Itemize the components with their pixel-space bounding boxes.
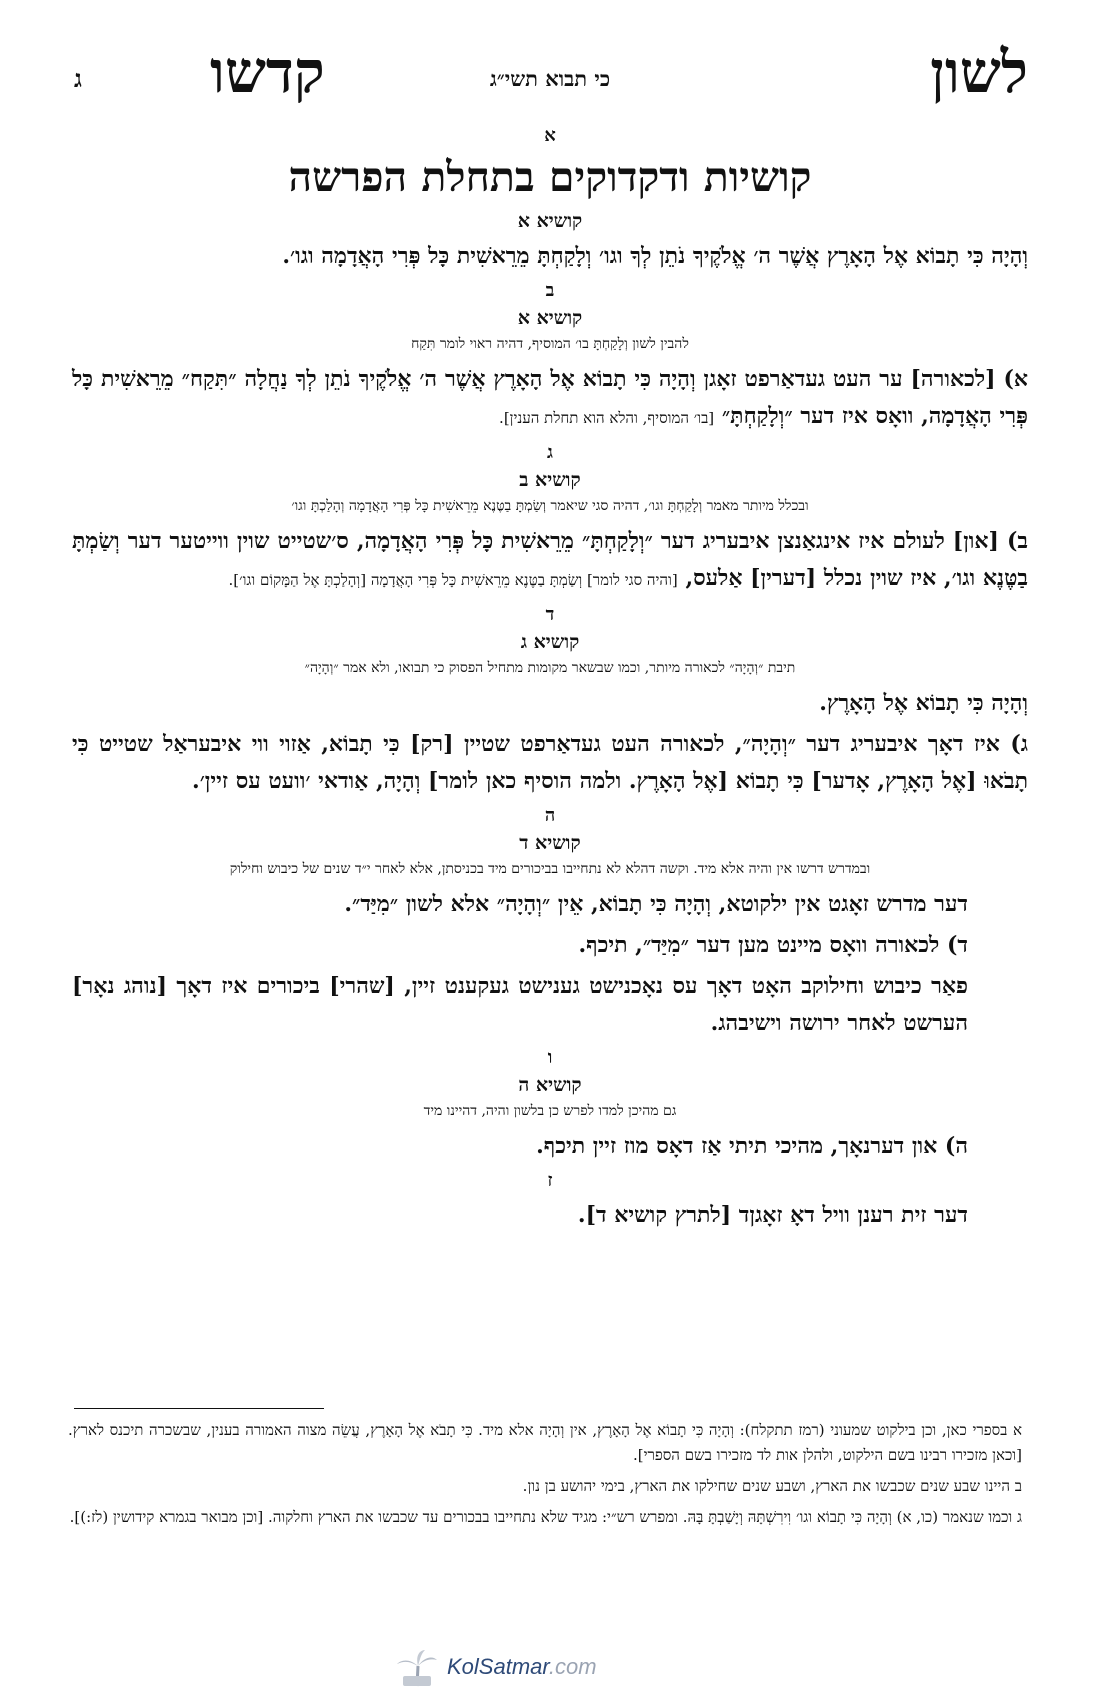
paragraph-bracket: [בו׳ המוסיף, והלא הוא תחלת הענין]. [499, 409, 715, 427]
main-text [72, 122, 1028, 1238]
header-title-right: לשון [930, 38, 1028, 106]
paragraph-bracket: [והיה סגי לומר] וְשַׂמְתָּ בַטֶּנֶא מֵרֵאשִׁית כָּל פְּרִי הָאֲדָמָה [וְהָלַכְתָּ אֶל הַמָּקוֹם וגו׳]. [228, 571, 678, 589]
watermark-brand: KolSatmar [447, 1654, 549, 1679]
section-marker: ו [547, 1047, 553, 1068]
watermark-domain: .com [548, 1654, 597, 1679]
paragraph [72, 361, 1028, 437]
paragraph [72, 523, 1028, 599]
page-title: קושיות ודקדוקים בתחלת הפרשה [288, 153, 812, 201]
paragraph: ה) און דערנאָך, מהיכי תיתי אַז דאָס מוז זיין תיכף. [536, 1133, 968, 1159]
kushya-label: קושיא א [517, 210, 583, 232]
footnotes [68, 1418, 1022, 1536]
page-header [60, 38, 1040, 118]
paragraph-text: ב) [און] לעולם איז אינגאַנצן איבעריג דער ״וְלָקַחְתָּ״ מֵרֵאשִׁית כָּל פְּרִי הָאֲדָמָה, ס׳שטייט שוין ווייטער דער וְשַׂמְתָּ בַטֶּנֶא וגו׳, איז שוין נכלל [דערין] אַלעס, [72, 528, 1028, 591]
paragraph: דער מדרש זאָגט אין ילקוטא, וְהָיָה כִּי תָבוֹא, אֵין ״וְהָיָה״ אלא לשון ״מִיַּד״. [344, 891, 968, 917]
kushya-label: קושיא א [517, 307, 583, 329]
verse-paragraph: וְהָיָה כִּי תָבוֹא אֶל הָאָרֶץ אֲשֶׁר ה׳ אֱלֹקֶיךָ נֹתֵן לְךָ וגו׳ וְלָקַחְתָּ מֵרֵאשִׁית כָּל פְּרִי הָאֲדָמָה וגו׳. [282, 243, 1028, 269]
kushya-note: ובמדרש דרשו אין והיה אלא מיד. וקשה דהלא לא נתחייבו בביכורים מיד בכניסתן, אלא לאחר י״ד שנים של כיבוש וחילוק [229, 861, 871, 877]
kushya-note: ובכלל מיותר מאמר וְלָקַחְתָּ וגו׳, דהיה סגי שיאמר וְשַׂמְתָּ בַטֶּנֶא מֵרֵאשִׁית כָּל פְּרִי הָאֲדָמָה וְהָלַכְתָּ וגו׳ [291, 498, 809, 514]
watermark-logo [395, 1648, 655, 1688]
palm-tree-icon [395, 1648, 439, 1688]
footnote: ג וכמו שנאמר (כו, א) וְהָיָה כִּי תָבוֹא וגו׳ וִירִשְׁתָּהּ וְיָשַׁבְתָּ בָּהּ. ומפרש רש״י: מגיד שלא נתחייבו בבכורים עד שכבשו את הארץ וחלקוה. [וכן מבואר בגמרא קידושין (לז:)]. [69, 1508, 1022, 1526]
section-marker: ג [547, 442, 553, 463]
paragraph: ד) לכאורה וואָס מיינט מען דער ״מִיַּד״, תיכף. [578, 932, 968, 958]
kushya-note: גם מהיכן למדו לפרש כן בלשון והיה, דהיינו מיד [423, 1103, 677, 1119]
section-marker: ד [545, 604, 555, 625]
paragraph: דער זית רענן וויל דאָ זאָגןד [לתרץ קושיא ד]. [577, 1202, 968, 1228]
section-marker: ז [547, 1170, 553, 1191]
footnote: א בספרי כאן, וכן בילקוט שמעוני (רמז תתקלח): וְהָיָה כִּי תָבוֹא אֶל הָאָרֶץ, אין וְהָיָה אלא מיד. כִּי תָבֹא אֶל הָאָרֶץ, עֲשֵׂה מצוה האמורה בענין, שבשכרה תיכנס לארץ. [וכאן מזכירו רבינו בשם הילקוט, ולהלן אות לד מזכירו בשם הספרי]. [68, 1421, 1022, 1464]
paragraph: פאַר כיבוש וחילוקב האָט דאָך עס נאָכנישט גענישט געקענט זיין, [שהרי] ביכורים איז דאָך [נוהג נאָר] הערשט לאחר ירושה וישיבהג. [72, 973, 968, 1036]
kushya-label: קושיא ה [518, 1074, 582, 1096]
paragraph-text: א) [לכאורה] ער העט געדאַרפט זאָגן וְהָיָה כִּי תָבוֹא אֶל הָאָרֶץ אֲשֶׁר ה׳ אֱלֹקֶיךָ נֹתֵן לְךָ נַחֲלָה ״תִּקַח״ מֵרֵאשִׁית כָּל פְּרִי הָאֲדָמָה, וואָס איז דער ״וְלָקַחְתָּ״ [72, 366, 1028, 429]
header-title-left: קדשו [210, 38, 325, 106]
section-marker: ה [544, 805, 556, 826]
footnote-divider [74, 1408, 324, 1409]
page-number: ג [74, 64, 82, 93]
kushya-label: קושיא ג [520, 631, 580, 653]
kushya-label: קושיא ב [519, 469, 581, 491]
kushya-note: תיבת ״וְהָיָה״ לכאורה מיותר, וכמו שבשאר מקומות מתחיל הפסוק כי תבואו, ולא אמר ״וְהָיָה״ [304, 660, 796, 676]
paragraph: ג) איז דאָך איבעריג דער ״וְהָיָה״, לכאורה העט געדאַרפט שטיין [רק] כִּי תָבוֹא, אַזוי ווי איבעראַל שטייט כִּי תָבֹאוּ [אֶל הָאָרֶץ, אָדער] כִּי תָבוֹא [אֶל הָאָרֶץ. ולמה הוסיף כאן לומר] וְהָיָה, אַודאי ׳וועט עס זיין׳. [72, 731, 1028, 794]
watermark-text [447, 1654, 597, 1680]
section-marker: ב [545, 280, 555, 301]
kushya-label: קושיא ד [519, 832, 581, 854]
section-marker: א [544, 125, 556, 146]
kushya-note: להבין לשון וְלָקַחְתָּ בו׳ המוסיף, דהיה ראוי לומר תִּקַח [411, 336, 689, 352]
verse-paragraph: וְהָיָה כִּי תָבוֹא אֶל הָאָרֶץ. [819, 690, 1028, 716]
footnote: ב היינו שבע שנים שכבשו את הארץ, ושבע שנים שחילקו את הארץ, בימי יהושע בן נון. [522, 1477, 1022, 1495]
header-parsha-date: כי תבוא תשי״ג [489, 66, 611, 91]
